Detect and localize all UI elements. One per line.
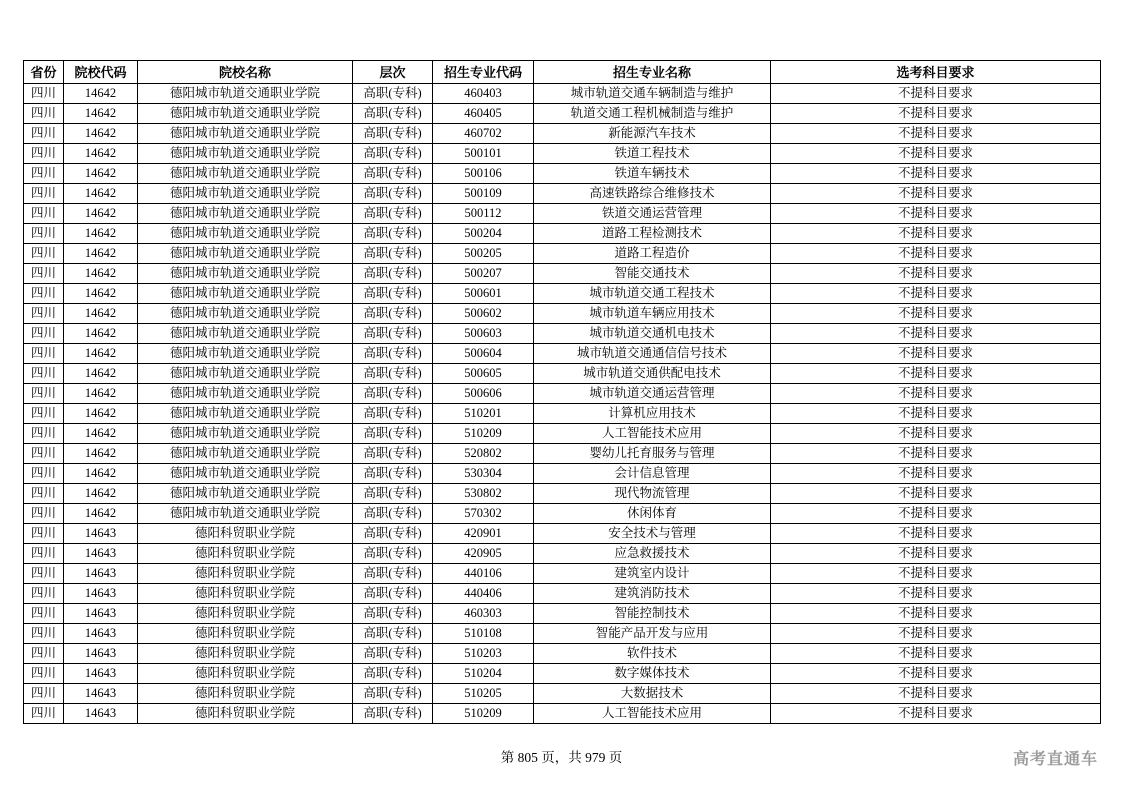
table-cell: 14642 <box>64 424 138 444</box>
table-cell: 510209 <box>433 704 534 724</box>
table-cell: 高职(专科) <box>353 604 433 624</box>
table-cell: 高职(专科) <box>353 464 433 484</box>
table-cell: 铁道交通运营管理 <box>534 204 771 224</box>
table-cell: 德阳城市轨道交通职业学院 <box>138 284 353 304</box>
table-row <box>24 124 1101 144</box>
table-cell: 城市轨道车辆应用技术 <box>534 304 771 324</box>
table-cell: 570302 <box>433 504 534 524</box>
table-row <box>24 384 1101 404</box>
table-cell: 四川 <box>24 584 64 604</box>
table-cell: 不提科目要求 <box>771 244 1101 264</box>
table-cell: 高职(专科) <box>353 384 433 404</box>
table-cell: 高职(专科) <box>353 444 433 464</box>
table-cell: 高职(专科) <box>353 344 433 364</box>
table-cell: 14642 <box>64 304 138 324</box>
table-cell: 德阳城市轨道交通职业学院 <box>138 364 353 384</box>
table-cell: 智能产品开发与应用 <box>534 624 771 644</box>
table-cell: 德阳城市轨道交通职业学院 <box>138 304 353 324</box>
table-cell: 德阳科贸职业学院 <box>138 604 353 624</box>
table-cell: 510205 <box>433 684 534 704</box>
table-cell: 德阳城市轨道交通职业学院 <box>138 264 353 284</box>
table-row <box>24 424 1101 444</box>
table-cell: 14642 <box>64 224 138 244</box>
table-cell: 不提科目要求 <box>771 304 1101 324</box>
table-cell: 四川 <box>24 244 64 264</box>
table-row <box>24 624 1101 644</box>
table-cell: 500606 <box>433 384 534 404</box>
table-cell: 四川 <box>24 104 64 124</box>
table-cell: 不提科目要求 <box>771 344 1101 364</box>
table-cell: 500112 <box>433 204 534 224</box>
table-cell: 不提科目要求 <box>771 564 1101 584</box>
table-cell: 四川 <box>24 444 64 464</box>
table-cell: 德阳城市轨道交通职业学院 <box>138 464 353 484</box>
table-cell: 四川 <box>24 404 64 424</box>
table-cell: 520802 <box>433 444 534 464</box>
table-cell: 四川 <box>24 664 64 684</box>
table-cell: 不提科目要求 <box>771 144 1101 164</box>
table-cell: 人工智能技术应用 <box>534 704 771 724</box>
table-cell: 14642 <box>64 184 138 204</box>
table-cell: 德阳城市轨道交通职业学院 <box>138 244 353 264</box>
table-cell: 建筑消防技术 <box>534 584 771 604</box>
table-cell: 高职(专科) <box>353 124 433 144</box>
table-cell: 14642 <box>64 104 138 124</box>
table-cell: 德阳城市轨道交通职业学院 <box>138 324 353 344</box>
table-cell: 城市轨道交通通信信号技术 <box>534 344 771 364</box>
table-cell: 510108 <box>433 624 534 644</box>
table-cell: 道路工程造价 <box>534 244 771 264</box>
table-row <box>24 184 1101 204</box>
table-cell: 460403 <box>433 84 534 104</box>
table-cell: 高职(专科) <box>353 204 433 224</box>
table-cell: 14642 <box>64 324 138 344</box>
table-cell: 城市轨道交通供配电技术 <box>534 364 771 384</box>
table-cell: 高职(专科) <box>353 284 433 304</box>
table-cell: 500204 <box>433 224 534 244</box>
table-row <box>24 644 1101 664</box>
table-cell: 460405 <box>433 104 534 124</box>
table-cell: 数字媒体技术 <box>534 664 771 684</box>
table-cell: 德阳科贸职业学院 <box>138 524 353 544</box>
table-cell: 14642 <box>64 404 138 424</box>
table-cell: 14643 <box>64 524 138 544</box>
table-cell: 14642 <box>64 344 138 364</box>
table-cell: 四川 <box>24 124 64 144</box>
table-cell: 四川 <box>24 164 64 184</box>
table-cell: 德阳城市轨道交通职业学院 <box>138 344 353 364</box>
table-cell: 四川 <box>24 524 64 544</box>
table-cell: 不提科目要求 <box>771 504 1101 524</box>
table-row <box>24 504 1101 524</box>
table-cell: 德阳城市轨道交通职业学院 <box>138 124 353 144</box>
table-cell: 高职(专科) <box>353 324 433 344</box>
table-cell: 高职(专科) <box>353 104 433 124</box>
table-cell: 不提科目要求 <box>771 384 1101 404</box>
table-cell: 高职(专科) <box>353 164 433 184</box>
table-cell: 四川 <box>24 624 64 644</box>
table-cell: 不提科目要求 <box>771 624 1101 644</box>
table-cell: 500106 <box>433 164 534 184</box>
table-cell: 高职(专科) <box>353 424 433 444</box>
table-cell: 四川 <box>24 204 64 224</box>
table-cell: 德阳城市轨道交通职业学院 <box>138 404 353 424</box>
table-cell: 德阳城市轨道交通职业学院 <box>138 484 353 504</box>
table-cell: 铁道车辆技术 <box>534 164 771 184</box>
table-cell: 14642 <box>64 284 138 304</box>
table-cell: 高职(专科) <box>353 264 433 284</box>
column-header: 招生专业代码 <box>433 61 534 84</box>
table-cell: 460702 <box>433 124 534 144</box>
table-cell: 14642 <box>64 484 138 504</box>
table-cell: 510201 <box>433 404 534 424</box>
table-cell: 不提科目要求 <box>771 604 1101 624</box>
table-cell: 14642 <box>64 164 138 184</box>
table-cell: 14643 <box>64 684 138 704</box>
table-cell: 500602 <box>433 304 534 324</box>
table-cell: 大数据技术 <box>534 684 771 704</box>
table-cell: 德阳城市轨道交通职业学院 <box>138 184 353 204</box>
table-cell: 500603 <box>433 324 534 344</box>
table-cell: 510204 <box>433 664 534 684</box>
table-cell: 高职(专科) <box>353 624 433 644</box>
column-header: 选考科目要求 <box>771 61 1101 84</box>
table-cell: 不提科目要求 <box>771 124 1101 144</box>
table-cell: 高职(专科) <box>353 564 433 584</box>
table-cell: 14642 <box>64 364 138 384</box>
table-row <box>24 344 1101 364</box>
table-cell: 420905 <box>433 544 534 564</box>
table-cell: 14643 <box>64 604 138 624</box>
table-cell: 四川 <box>24 264 64 284</box>
table-cell: 不提科目要求 <box>771 224 1101 244</box>
table-cell: 510203 <box>433 644 534 664</box>
table-cell: 德阳城市轨道交通职业学院 <box>138 424 353 444</box>
table-cell: 四川 <box>24 364 64 384</box>
table-cell: 城市轨道交通工程技术 <box>534 284 771 304</box>
table-cell: 婴幼儿托育服务与管理 <box>534 444 771 464</box>
table-cell: 城市轨道交通运营管理 <box>534 384 771 404</box>
table-cell: 14642 <box>64 84 138 104</box>
table-row <box>24 144 1101 164</box>
table-cell: 460303 <box>433 604 534 624</box>
table-cell: 500604 <box>433 344 534 364</box>
table-row <box>24 604 1101 624</box>
table-cell: 现代物流管理 <box>534 484 771 504</box>
table-cell: 14642 <box>64 504 138 524</box>
table-row <box>24 484 1101 504</box>
table-cell: 不提科目要求 <box>771 444 1101 464</box>
table-cell: 530304 <box>433 464 534 484</box>
table-cell: 德阳城市轨道交通职业学院 <box>138 224 353 244</box>
table-cell: 不提科目要求 <box>771 164 1101 184</box>
table-cell: 德阳城市轨道交通职业学院 <box>138 84 353 104</box>
table-cell: 德阳科贸职业学院 <box>138 624 353 644</box>
table-cell: 道路工程检测技术 <box>534 224 771 244</box>
table-cell: 四川 <box>24 544 64 564</box>
table-cell: 440406 <box>433 584 534 604</box>
table-row <box>24 204 1101 224</box>
column-header: 省份 <box>24 61 64 84</box>
table-cell: 高职(专科) <box>353 364 433 384</box>
table-cell: 14643 <box>64 564 138 584</box>
table-cell: 德阳城市轨道交通职业学院 <box>138 444 353 464</box>
table-row <box>24 684 1101 704</box>
table-cell: 城市轨道交通机电技术 <box>534 324 771 344</box>
table-cell: 四川 <box>24 284 64 304</box>
table-cell: 新能源汽车技术 <box>534 124 771 144</box>
table-cell: 14643 <box>64 584 138 604</box>
table-cell: 440106 <box>433 564 534 584</box>
table-cell: 四川 <box>24 644 64 664</box>
table-cell: 轨道交通工程机械制造与维护 <box>534 104 771 124</box>
table-cell: 500207 <box>433 264 534 284</box>
table-row <box>24 224 1101 244</box>
table-cell: 德阳科贸职业学院 <box>138 584 353 604</box>
table-cell: 高职(专科) <box>353 404 433 424</box>
table-cell: 四川 <box>24 464 64 484</box>
table-cell: 智能控制技术 <box>534 604 771 624</box>
table-row <box>24 584 1101 604</box>
table-cell: 不提科目要求 <box>771 404 1101 424</box>
table-cell: 不提科目要求 <box>771 464 1101 484</box>
table-cell: 德阳科贸职业学院 <box>138 544 353 564</box>
table-cell: 不提科目要求 <box>771 704 1101 724</box>
table-cell: 530802 <box>433 484 534 504</box>
table-row <box>24 164 1101 184</box>
table-row <box>24 84 1101 104</box>
table-cell: 德阳城市轨道交通职业学院 <box>138 384 353 404</box>
table-row <box>24 364 1101 384</box>
table-cell: 不提科目要求 <box>771 204 1101 224</box>
column-header: 层次 <box>353 61 433 84</box>
table-cell: 14643 <box>64 644 138 664</box>
table-cell: 四川 <box>24 424 64 444</box>
table-cell: 城市轨道交通车辆制造与维护 <box>534 84 771 104</box>
table-cell: 420901 <box>433 524 534 544</box>
table-cell: 德阳科贸职业学院 <box>138 704 353 724</box>
table-cell: 14642 <box>64 384 138 404</box>
table-cell: 高职(专科) <box>353 664 433 684</box>
table-cell: 不提科目要求 <box>771 84 1101 104</box>
table-cell: 四川 <box>24 344 64 364</box>
page-footer <box>0 746 1123 772</box>
table-row <box>24 104 1101 124</box>
table-cell: 高职(专科) <box>353 544 433 564</box>
table-row <box>24 524 1101 544</box>
table-cell: 计算机应用技术 <box>534 404 771 424</box>
table-row <box>24 544 1101 564</box>
table-cell: 14642 <box>64 264 138 284</box>
page-number-indicator: 第 805 页，共 979 页 <box>500 750 623 765</box>
table-cell: 不提科目要求 <box>771 684 1101 704</box>
table-row <box>24 244 1101 264</box>
table-cell: 不提科目要求 <box>771 284 1101 304</box>
table-cell: 高职(专科) <box>353 84 433 104</box>
table-row <box>24 464 1101 484</box>
table-cell: 四川 <box>24 84 64 104</box>
table-cell: 德阳城市轨道交通职业学院 <box>138 504 353 524</box>
table-cell: 510209 <box>433 424 534 444</box>
table-cell: 德阳城市轨道交通职业学院 <box>138 104 353 124</box>
table-cell: 500605 <box>433 364 534 384</box>
table-body <box>24 84 1101 724</box>
table-cell: 四川 <box>24 144 64 164</box>
table-cell: 高职(专科) <box>353 144 433 164</box>
table-cell: 不提科目要求 <box>771 644 1101 664</box>
table-cell: 不提科目要求 <box>771 524 1101 544</box>
table-cell: 500101 <box>433 144 534 164</box>
table-cell: 不提科目要求 <box>771 184 1101 204</box>
table-cell: 德阳科贸职业学院 <box>138 684 353 704</box>
table-cell: 四川 <box>24 704 64 724</box>
table-cell: 14642 <box>64 144 138 164</box>
table-cell: 四川 <box>24 184 64 204</box>
table-cell: 不提科目要求 <box>771 324 1101 344</box>
column-header: 招生专业名称 <box>534 61 771 84</box>
table-cell: 高职(专科) <box>353 524 433 544</box>
table-cell: 高职(专科) <box>353 184 433 204</box>
table-row <box>24 404 1101 424</box>
table-row <box>24 444 1101 464</box>
table-cell: 14642 <box>64 204 138 224</box>
table-cell: 14643 <box>64 704 138 724</box>
table-cell: 四川 <box>24 684 64 704</box>
table-cell: 14642 <box>64 124 138 144</box>
table-cell: 不提科目要求 <box>771 104 1101 124</box>
table-cell: 德阳科贸职业学院 <box>138 644 353 664</box>
table-cell: 德阳城市轨道交通职业学院 <box>138 164 353 184</box>
table-cell: 不提科目要求 <box>771 664 1101 684</box>
column-header: 院校代码 <box>64 61 138 84</box>
table-cell: 四川 <box>24 304 64 324</box>
table-cell: 不提科目要求 <box>771 264 1101 284</box>
table-cell: 不提科目要求 <box>771 424 1101 444</box>
table-cell: 14642 <box>64 244 138 264</box>
table-cell: 高职(专科) <box>353 484 433 504</box>
table-row <box>24 664 1101 684</box>
table-cell: 不提科目要求 <box>771 544 1101 564</box>
table-header-row <box>24 61 1101 84</box>
table-cell: 四川 <box>24 504 64 524</box>
table-cell: 14643 <box>64 544 138 564</box>
table-cell: 高速铁路综合维修技术 <box>534 184 771 204</box>
table-cell: 高职(专科) <box>353 504 433 524</box>
table-cell: 14642 <box>64 464 138 484</box>
table-cell: 应急救援技术 <box>534 544 771 564</box>
table-cell: 不提科目要求 <box>771 484 1101 504</box>
table-row <box>24 264 1101 284</box>
table-cell: 人工智能技术应用 <box>534 424 771 444</box>
table-cell: 500205 <box>433 244 534 264</box>
table-cell: 建筑室内设计 <box>534 564 771 584</box>
table-row <box>24 564 1101 584</box>
table-cell: 德阳科贸职业学院 <box>138 564 353 584</box>
table-cell: 高职(专科) <box>353 584 433 604</box>
table-cell: 安全技术与管理 <box>534 524 771 544</box>
table-cell: 高职(专科) <box>353 304 433 324</box>
admissions-table <box>23 60 1101 724</box>
table-cell: 德阳城市轨道交通职业学院 <box>138 204 353 224</box>
table-cell: 四川 <box>24 224 64 244</box>
table-row <box>24 284 1101 304</box>
table-cell: 四川 <box>24 324 64 344</box>
table-cell: 500109 <box>433 184 534 204</box>
table-cell: 智能交通技术 <box>534 264 771 284</box>
table-row <box>24 324 1101 344</box>
table-cell: 高职(专科) <box>353 244 433 264</box>
table-cell: 14642 <box>64 444 138 464</box>
table-cell: 500601 <box>433 284 534 304</box>
table-cell: 软件技术 <box>534 644 771 664</box>
table-cell: 高职(专科) <box>353 224 433 244</box>
brand-watermark: 高考直通车 <box>1012 751 1098 768</box>
table-cell: 德阳城市轨道交通职业学院 <box>138 144 353 164</box>
table-cell: 高职(专科) <box>353 684 433 704</box>
table-cell: 四川 <box>24 384 64 404</box>
table-cell: 高职(专科) <box>353 704 433 724</box>
column-header: 院校名称 <box>138 61 353 84</box>
table-cell: 四川 <box>24 604 64 624</box>
table-cell: 14643 <box>64 624 138 644</box>
table-row <box>24 304 1101 324</box>
table-row <box>24 704 1101 724</box>
table-cell: 不提科目要求 <box>771 584 1101 604</box>
table-cell: 高职(专科) <box>353 644 433 664</box>
table-cell: 四川 <box>24 484 64 504</box>
table-cell: 德阳科贸职业学院 <box>138 664 353 684</box>
table-cell: 休闲体育 <box>534 504 771 524</box>
table-cell: 四川 <box>24 564 64 584</box>
table-cell: 会计信息管理 <box>534 464 771 484</box>
table-cell: 不提科目要求 <box>771 364 1101 384</box>
table-cell: 14643 <box>64 664 138 684</box>
table-cell: 铁道工程技术 <box>534 144 771 164</box>
